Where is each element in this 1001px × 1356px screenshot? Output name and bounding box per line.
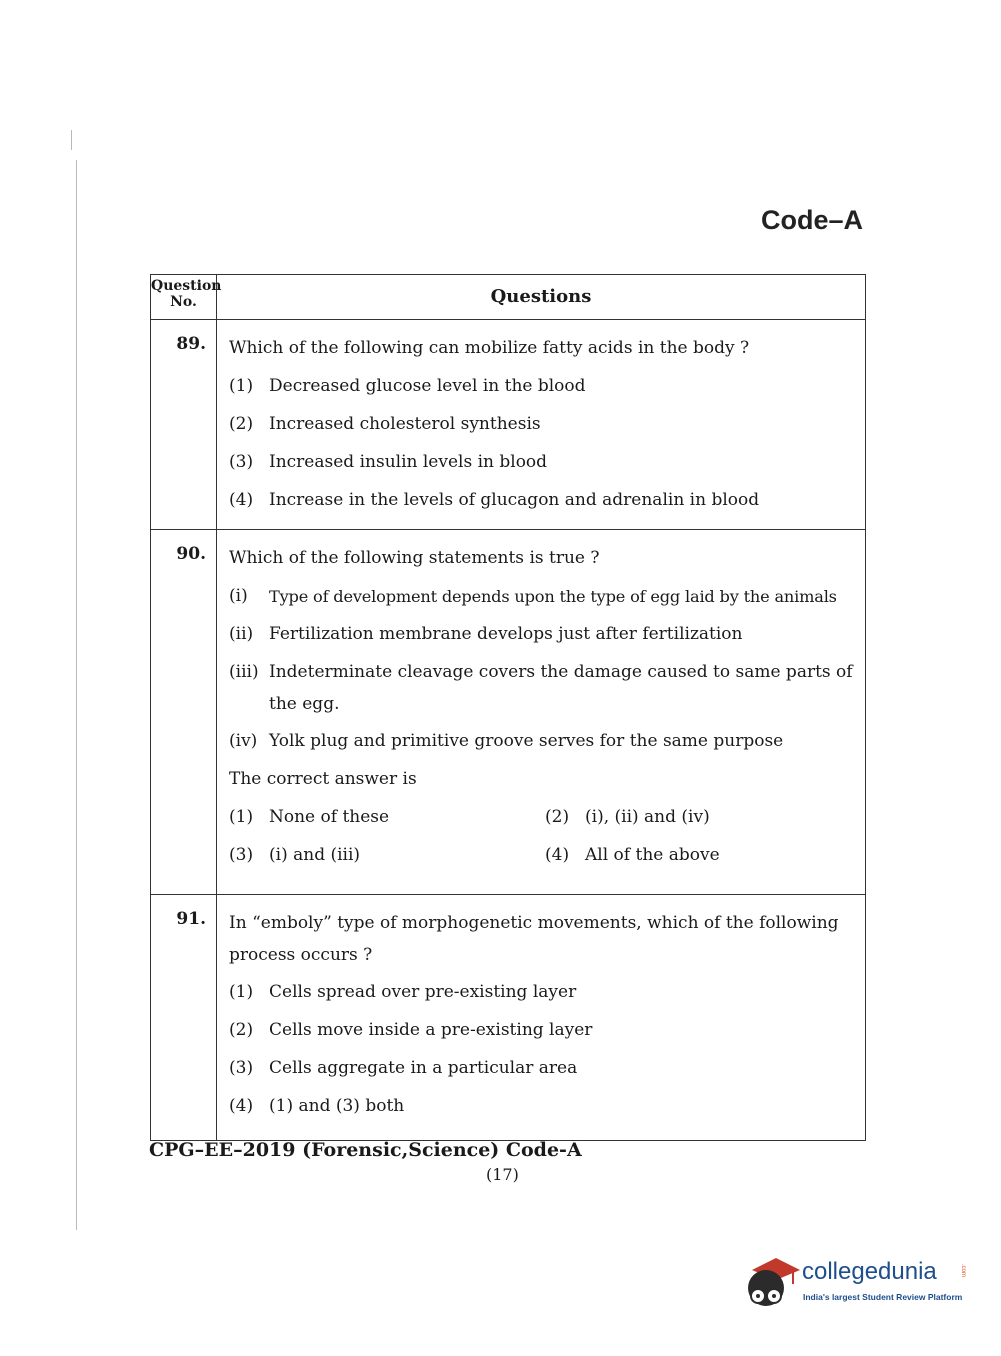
statement-text: Type of development depends upon the type of egg laid by the animals (269, 587, 837, 606)
question-body (217, 320, 865, 529)
option-grid (229, 801, 861, 877)
statement (229, 618, 861, 651)
statement-label: (ii) (229, 624, 254, 644)
option-label: (1) (229, 982, 254, 1002)
logo-brand-text: collegedunia (802, 1258, 937, 1285)
collegedunia-logo (746, 1252, 976, 1312)
option-label: (4) (545, 845, 570, 865)
option-label: (3) (229, 845, 254, 865)
option-label: (1) (229, 376, 254, 396)
question-row-91 (151, 895, 865, 1140)
option-label: (2) (229, 1020, 254, 1040)
statement-text: Fertilization membrane develops just after fertilization (269, 624, 743, 644)
page-number: (17) (486, 1165, 519, 1184)
option-label: (1) (229, 807, 254, 827)
question-body (217, 895, 865, 1140)
option (545, 801, 861, 834)
statement-label: (iii) (229, 662, 259, 682)
answer-prompt: The correct answer is (229, 769, 417, 789)
code-label: Code–A (760, 205, 863, 235)
logo-domain: .com (960, 1264, 966, 1278)
question-row-90 (151, 530, 865, 895)
statement (229, 656, 861, 720)
statement-text: Yolk plug and primitive groove serves for the same purpose (269, 731, 784, 751)
question-text: Which of the following can mobilize fatty acids in the body ? (229, 338, 750, 358)
header-question-no: Question No. (151, 275, 217, 319)
option-text: Increased insulin levels in blood (269, 452, 548, 472)
question-number: 90. (151, 530, 217, 894)
option (229, 1014, 861, 1047)
statement-label: (iv) (229, 731, 258, 751)
option (229, 484, 861, 517)
question-table (150, 274, 866, 1141)
mascot-icon (746, 1252, 802, 1312)
option-text: None of these (269, 807, 390, 827)
option-text: Cells aggregate in a particular area (269, 1058, 578, 1078)
option-text: (1) and (3) both (269, 1096, 405, 1116)
question-number: 91. (151, 895, 217, 1140)
option-text: Increase in the levels of glucagon and adrenalin in blood (269, 490, 760, 510)
question-number: 89. (151, 320, 217, 529)
option-label: (2) (229, 414, 254, 434)
option-text: (i), (ii) and (iv) (585, 807, 710, 827)
option-text: All of the above (585, 845, 720, 865)
option (229, 801, 545, 834)
statement-label: (i) (229, 586, 248, 606)
option-text: Decreased glucose level in the blood (269, 376, 586, 396)
option (545, 839, 861, 872)
option-label: (3) (229, 1058, 254, 1078)
option-text: Cells move inside a pre-existing layer (269, 1020, 593, 1040)
statement (229, 725, 861, 758)
option (229, 370, 861, 403)
statement-text: Indeterminate cleavage covers the damage caused to same parts of the egg. (269, 662, 853, 714)
option-label: (4) (229, 1096, 254, 1116)
scan-margin-line (76, 160, 77, 1230)
question-text: Which of the following statements is true ? (229, 548, 600, 568)
question-body (217, 530, 865, 894)
option (229, 976, 861, 1009)
option (229, 1052, 861, 1085)
option (229, 408, 861, 441)
statement (229, 580, 861, 613)
option-text: (i) and (iii) (269, 845, 361, 865)
option-label: (2) (545, 807, 570, 827)
table-header (151, 275, 865, 320)
scan-margin-line-short (71, 130, 72, 150)
question-row-89 (151, 320, 865, 530)
option-label: (3) (229, 452, 254, 472)
option-text: Cells spread over pre-existing layer (269, 982, 577, 1002)
logo-tagline: India's largest Student Review Platform (803, 1292, 963, 1302)
footer-exam-code: CPG–EE–2019 (Forensic,Science) Code-A (149, 1139, 582, 1161)
option-label: (4) (229, 490, 254, 510)
option (229, 1090, 861, 1123)
question-text: In “emboly” type of morphogenetic movements, which of the following process occurs ? (229, 913, 839, 965)
option (229, 839, 545, 872)
header-questions: Questions (490, 286, 592, 307)
option (229, 446, 861, 479)
option-text: Increased cholesterol synthesis (269, 414, 541, 434)
